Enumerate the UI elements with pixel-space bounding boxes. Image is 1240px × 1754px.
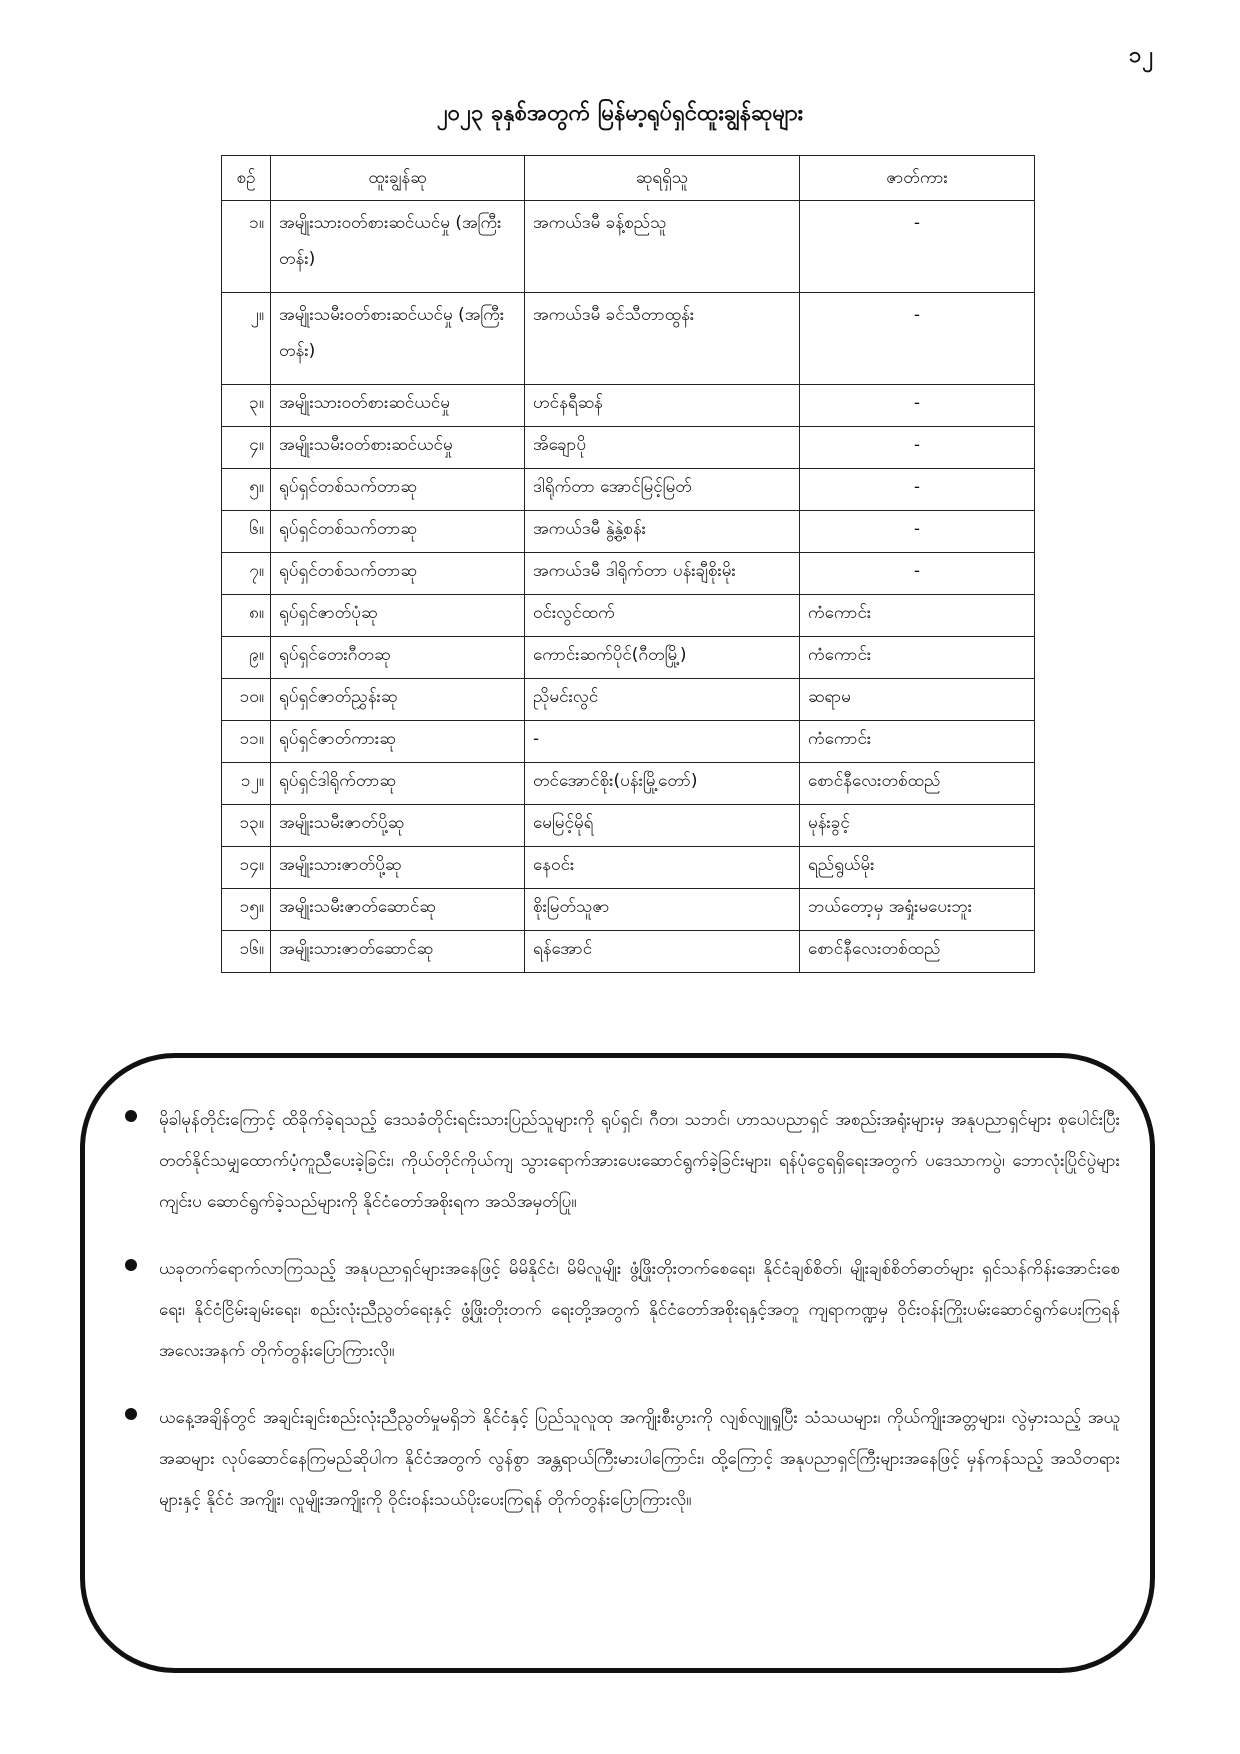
row-number-cell: ၁၄။ bbox=[222, 847, 271, 889]
winner-cell: - bbox=[525, 721, 800, 763]
note-text: ယနေ့အချိန်တွင် အချင်းချင်းစည်းလုံးညီညွတ်မှုမရှိဘဲ နိုင်ငံနှင့် ပြည်သူလူထု အကျိုးစီးပွားကို လျစ်လျူရှုပြီး သံသယများ၊ ကိုယ်ကျိုးအတ္တများ၊ လွဲမှားသည့် အယူအဆများ လုပ်ဆောင်နေကြမည်ဆိုပါက နိုင်ငံအတွက် လွန်စွာ အန္တရာယ်ကြီးမားပါကြောင်း၊ ထို့ကြောင့် အနုပညာရှင်ကြီးများအနေဖြင့် မှန်ကန်သည့် အသိတရားများနှင့် နိုင်ငံ အကျိုး၊ လူမျိုးအကျိုးကို ဝိုင်းဝန်းသယ်ပိုးပေးကြရန် တိုက်တွန်းပြောကြားလို။ bbox=[159, 1408, 1120, 1510]
table-row bbox=[222, 511, 1035, 553]
award-name-cell: ရုပ်ရှင်တေးဂီတဆု bbox=[271, 637, 525, 679]
row-number-cell: ၅။ bbox=[222, 469, 271, 511]
winner-cell: စိုးမြတ်သူဇာ bbox=[525, 889, 800, 931]
row-number-cell: ၁။ bbox=[222, 201, 271, 293]
row-number-cell: ၄။ bbox=[222, 427, 271, 469]
table-row bbox=[222, 637, 1035, 679]
column-header-winner: ဆုရရှိသူ bbox=[525, 156, 800, 201]
table-row bbox=[222, 553, 1035, 595]
award-name-cell: ရုပ်ရှင်တစ်သက်တာဆု bbox=[271, 553, 525, 595]
table-row bbox=[222, 763, 1035, 805]
award-name-cell: ရုပ်ရှင်ဒါရိုက်တာဆု bbox=[271, 763, 525, 805]
table-row bbox=[222, 427, 1035, 469]
row-number-cell: ၉။ bbox=[222, 637, 271, 679]
table-row bbox=[222, 889, 1035, 931]
award-name-cell: အမျိုးသားဝတ်စားဆင်ယင်မှု (အကြီးတန်း) bbox=[271, 201, 525, 293]
row-number-cell: ၁၁။ bbox=[222, 721, 271, 763]
table-header-row bbox=[222, 156, 1035, 201]
award-name-cell: အမျိုးသမီးဇာတ်ပို့ဆု bbox=[271, 805, 525, 847]
winner-cell: ဒါရိုက်တာ အောင်မြင့်မြတ် bbox=[525, 469, 800, 511]
awards-table bbox=[221, 155, 1035, 973]
movie-cell: - bbox=[800, 553, 1035, 595]
note-item bbox=[115, 1249, 1120, 1372]
row-number-cell: ၁၃။ bbox=[222, 805, 271, 847]
award-name-cell: အမျိုးသမီးဇာတ်ဆောင်ဆု bbox=[271, 889, 525, 931]
winner-cell: ညိုမင်းလွင် bbox=[525, 679, 800, 721]
award-name-cell: အမျိုးသားဇာတ်ဆောင်ဆု bbox=[271, 931, 525, 973]
award-name-cell: အမျိုးသားဝတ်စားဆင်ယင်မှု bbox=[271, 385, 525, 427]
winner-cell: အကယ်ဒမီ နွဲ့နွဲ့စန်း bbox=[525, 511, 800, 553]
note-text: ယခုတက်ရောက်လာကြသည့် အနုပညာရှင်များအနေဖြင့် မိမိနိုင်ငံ၊ မိမိလူမျိုး ဖွံ့ဖြိုးတိုးတက်စေရေး၊ နိုင်ငံချစ်စိတ်၊ မျိုးချစ်စိတ်ဓာတ်များ ရှင်သန်ကိန်းအောင်းစေရေး၊ နိုင်ငံငြိမ်းချမ်းရေး၊ စည်းလုံးညီညွတ်ရေးနှင့် ဖွံ့ဖြိုးတိုးတက် ရေးတို့အတွက် နိုင်ငံတော်အစိုးရနှင့်အတူ ကျရာကဏ္ဍမှ ဝိုင်းဝန်းကြိုးပမ်းဆောင်ရွက်ပေးကြရန် အလေးအနက် တိုက်တွန်းပြောကြားလို။ bbox=[159, 1259, 1120, 1361]
row-number-cell: ၃။ bbox=[222, 385, 271, 427]
table-row bbox=[222, 679, 1035, 721]
winner-cell: နေဝင်း bbox=[525, 847, 800, 889]
award-name-cell: ရုပ်ရှင်ဇာတ်ပုံဆု bbox=[271, 595, 525, 637]
row-number-cell: ၆။ bbox=[222, 511, 271, 553]
page-number: ၁၂ bbox=[1128, 43, 1154, 68]
movie-cell: ကံကောင်း bbox=[800, 721, 1035, 763]
award-name-cell: အမျိုးသမီးဝတ်စားဆင်ယင်မှု (အကြီးတန်း) bbox=[271, 293, 525, 385]
movie-cell: - bbox=[800, 427, 1035, 469]
movie-cell: ရည်ရွယ်မိုး bbox=[800, 847, 1035, 889]
winner-cell: ရန်အောင် bbox=[525, 931, 800, 973]
award-name-cell: အမျိုးသားဇာတ်ပို့ဆု bbox=[271, 847, 525, 889]
winner-cell: အကယ်ဒမီ ခန့်စည်သူ bbox=[525, 201, 800, 293]
award-name-cell: ရုပ်ရှင်တစ်သက်တာဆု bbox=[271, 469, 525, 511]
winner-cell: ဝင်းလွင်ထက် bbox=[525, 595, 800, 637]
movie-cell: - bbox=[800, 293, 1035, 385]
table-row bbox=[222, 847, 1035, 889]
row-number-cell: ၁၀။ bbox=[222, 679, 271, 721]
column-header-number: စဉ် bbox=[222, 156, 271, 201]
row-number-cell: ၈။ bbox=[222, 595, 271, 637]
bullet-icon bbox=[125, 1110, 137, 1122]
movie-cell: - bbox=[800, 385, 1035, 427]
bullet-icon bbox=[125, 1408, 137, 1420]
movie-cell: ဆရာမ bbox=[800, 679, 1035, 721]
row-number-cell: ၁၂။ bbox=[222, 763, 271, 805]
page-title: ၂၀၂၃ ခုနှစ်အတွက် မြန်မာ့ရုပ်ရှင်ထူးချွန်ဆုများ bbox=[436, 101, 804, 126]
note-item bbox=[115, 1100, 1120, 1223]
note-item bbox=[115, 1398, 1120, 1521]
award-name-cell: ရုပ်ရှင်ဇာတ်ညွှန်းဆု bbox=[271, 679, 525, 721]
movie-cell: စောင်နီလေးတစ်ထည် bbox=[800, 763, 1035, 805]
movie-cell: ဘယ်တော့မှ အရှုံးမပေးဘူး bbox=[800, 889, 1035, 931]
winner-cell: ကောင်းဆက်ပိုင်(ဂီတမြို့) bbox=[525, 637, 800, 679]
movie-cell: ကံကောင်း bbox=[800, 637, 1035, 679]
row-number-cell: ၁၅။ bbox=[222, 889, 271, 931]
movie-cell: - bbox=[800, 511, 1035, 553]
award-name-cell: ရုပ်ရှင်တစ်သက်တာဆု bbox=[271, 511, 525, 553]
movie-cell: မုန်းခွင့် bbox=[800, 805, 1035, 847]
bullet-icon bbox=[125, 1259, 137, 1271]
table-row bbox=[222, 201, 1035, 293]
table-row bbox=[222, 595, 1035, 637]
winner-cell: မေမြင့်မိုရ် bbox=[525, 805, 800, 847]
award-name-cell: အမျိုးသမီးဝတ်စားဆင်ယင်မှု bbox=[271, 427, 525, 469]
table-row bbox=[222, 931, 1035, 973]
row-number-cell: ၇။ bbox=[222, 553, 271, 595]
winner-cell: တင်အောင်စိုး(ပန်းမြို့တော်) bbox=[525, 763, 800, 805]
winner-cell: ဟင်နရီဆန် bbox=[525, 385, 800, 427]
movie-cell: စောင်နီလေးတစ်ထည် bbox=[800, 931, 1035, 973]
table-row bbox=[222, 469, 1035, 511]
notes-list bbox=[115, 1100, 1120, 1547]
table-row bbox=[222, 805, 1035, 847]
movie-cell: ကံကောင်း bbox=[800, 595, 1035, 637]
movie-cell: - bbox=[800, 201, 1035, 293]
movie-cell: - bbox=[800, 469, 1035, 511]
table-row bbox=[222, 293, 1035, 385]
table-row bbox=[222, 385, 1035, 427]
column-header-movie: ဇာတ်ကား bbox=[800, 156, 1035, 201]
winner-cell: အိချောပို bbox=[525, 427, 800, 469]
row-number-cell: ၁၆။ bbox=[222, 931, 271, 973]
award-name-cell: ရုပ်ရှင်ဇာတ်ကားဆု bbox=[271, 721, 525, 763]
table-row bbox=[222, 721, 1035, 763]
column-header-award: ထူးချွန်ဆု bbox=[271, 156, 525, 201]
winner-cell: အကယ်ဒမီ ခင်သီတာထွန်း bbox=[525, 293, 800, 385]
note-text: မိုခါမုန်တိုင်းကြောင့် ထိခိုက်ခဲ့ရသည့် ဒေသခံတိုင်းရင်းသားပြည်သူများကို ရုပ်ရှင်၊ ဂီတ၊ သဘင်၊ ဟာသပညာရှင် အစည်းအရုံးများမှ အနုပညာရှင်များ စုပေါင်းပြီး တတ်နိုင်သမျှထောက်ပံ့ကူညီပေးခဲ့ခြင်း၊ ကိုယ်တိုင်ကိုယ်ကျ သွားရောက်အားပေးဆောင်ရွက်ခဲ့ခြင်းများ၊ ရန်ပုံငွေရရှိရေးအတွက် ပဒေသာကပွဲ၊ ဘောလုံးပြိုင်ပွဲများ ကျင်းပ ဆောင်ရွက်ခဲ့သည်များကို နိုင်ငံတော်အစိုးရက အသိအမှတ်ပြု။ bbox=[159, 1110, 1120, 1212]
winner-cell: အကယ်ဒမီ ဒါရိုက်တာ ပန်းချီစိုးမိုး bbox=[525, 553, 800, 595]
row-number-cell: ၂။ bbox=[222, 293, 271, 385]
